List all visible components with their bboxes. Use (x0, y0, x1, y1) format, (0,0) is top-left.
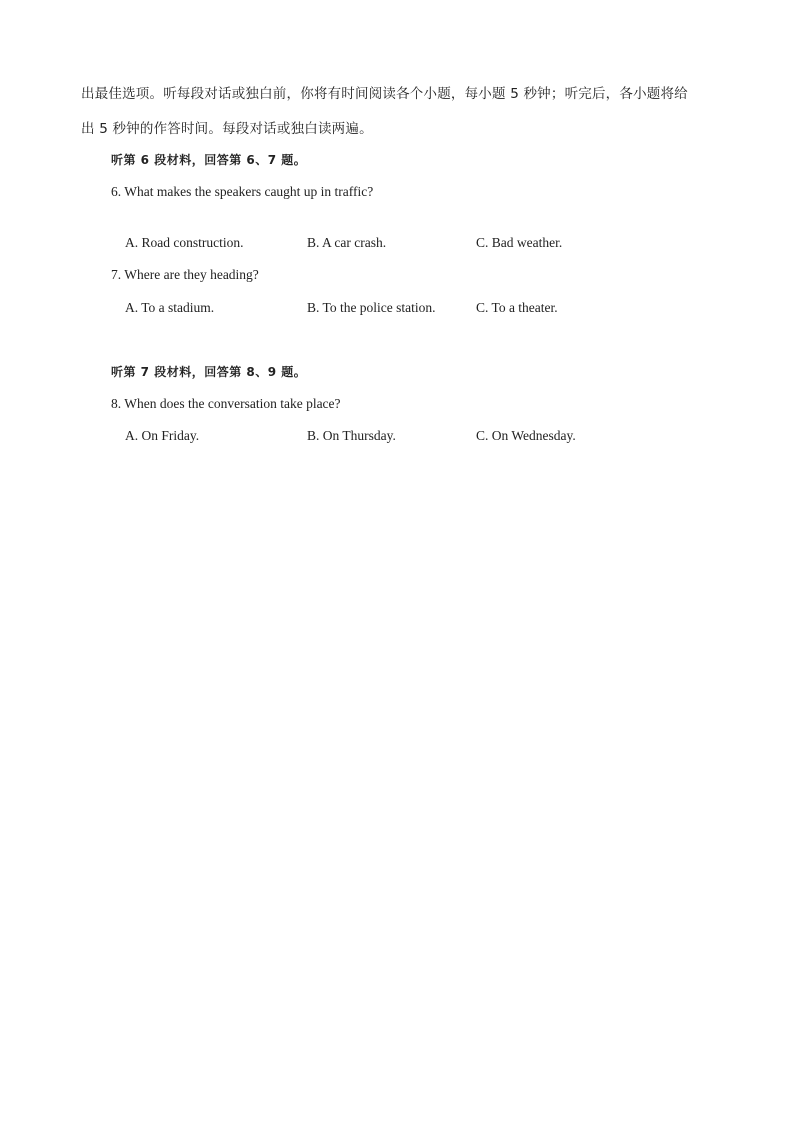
instructions-line-2: 出 5 秒钟的作答时间。每段对话或独白读两遍。 (81, 121, 373, 137)
question-8-option-a: A. On Friday. (125, 428, 200, 443)
question-6-option-b: B. A car crash. (307, 235, 387, 250)
question-6: 6. What makes the speakers caught up in traffic? (111, 184, 374, 199)
question-7: 7. Where are they heading? (111, 267, 259, 282)
question-7-option-b: B. To the police station. (307, 300, 436, 315)
question-7-option-c: C. To a theater. (476, 300, 558, 315)
section-heading-6: 听第 6 段材料，回答第 6、7 题。 (111, 153, 307, 167)
question-8: 8. When does the conversation take place? (111, 396, 341, 411)
question-8-option-b: B. On Thursday. (307, 428, 396, 443)
question-6-option-a: A. Road construction. (125, 235, 244, 250)
instructions-line-1: 出最佳选项。听每段对话或独白前，你将有时间阅读各个小题，每小题 5 秒钟；听完后，各小题将给 (81, 86, 688, 102)
question-8-option-c: C. On Wednesday. (476, 428, 576, 443)
question-7-option-a: A. To a stadium. (125, 300, 215, 315)
section-heading-7: 听第 7 段材料，回答第 8、9 题。 (111, 365, 307, 379)
question-6-option-c: C. Bad weather. (476, 235, 563, 250)
